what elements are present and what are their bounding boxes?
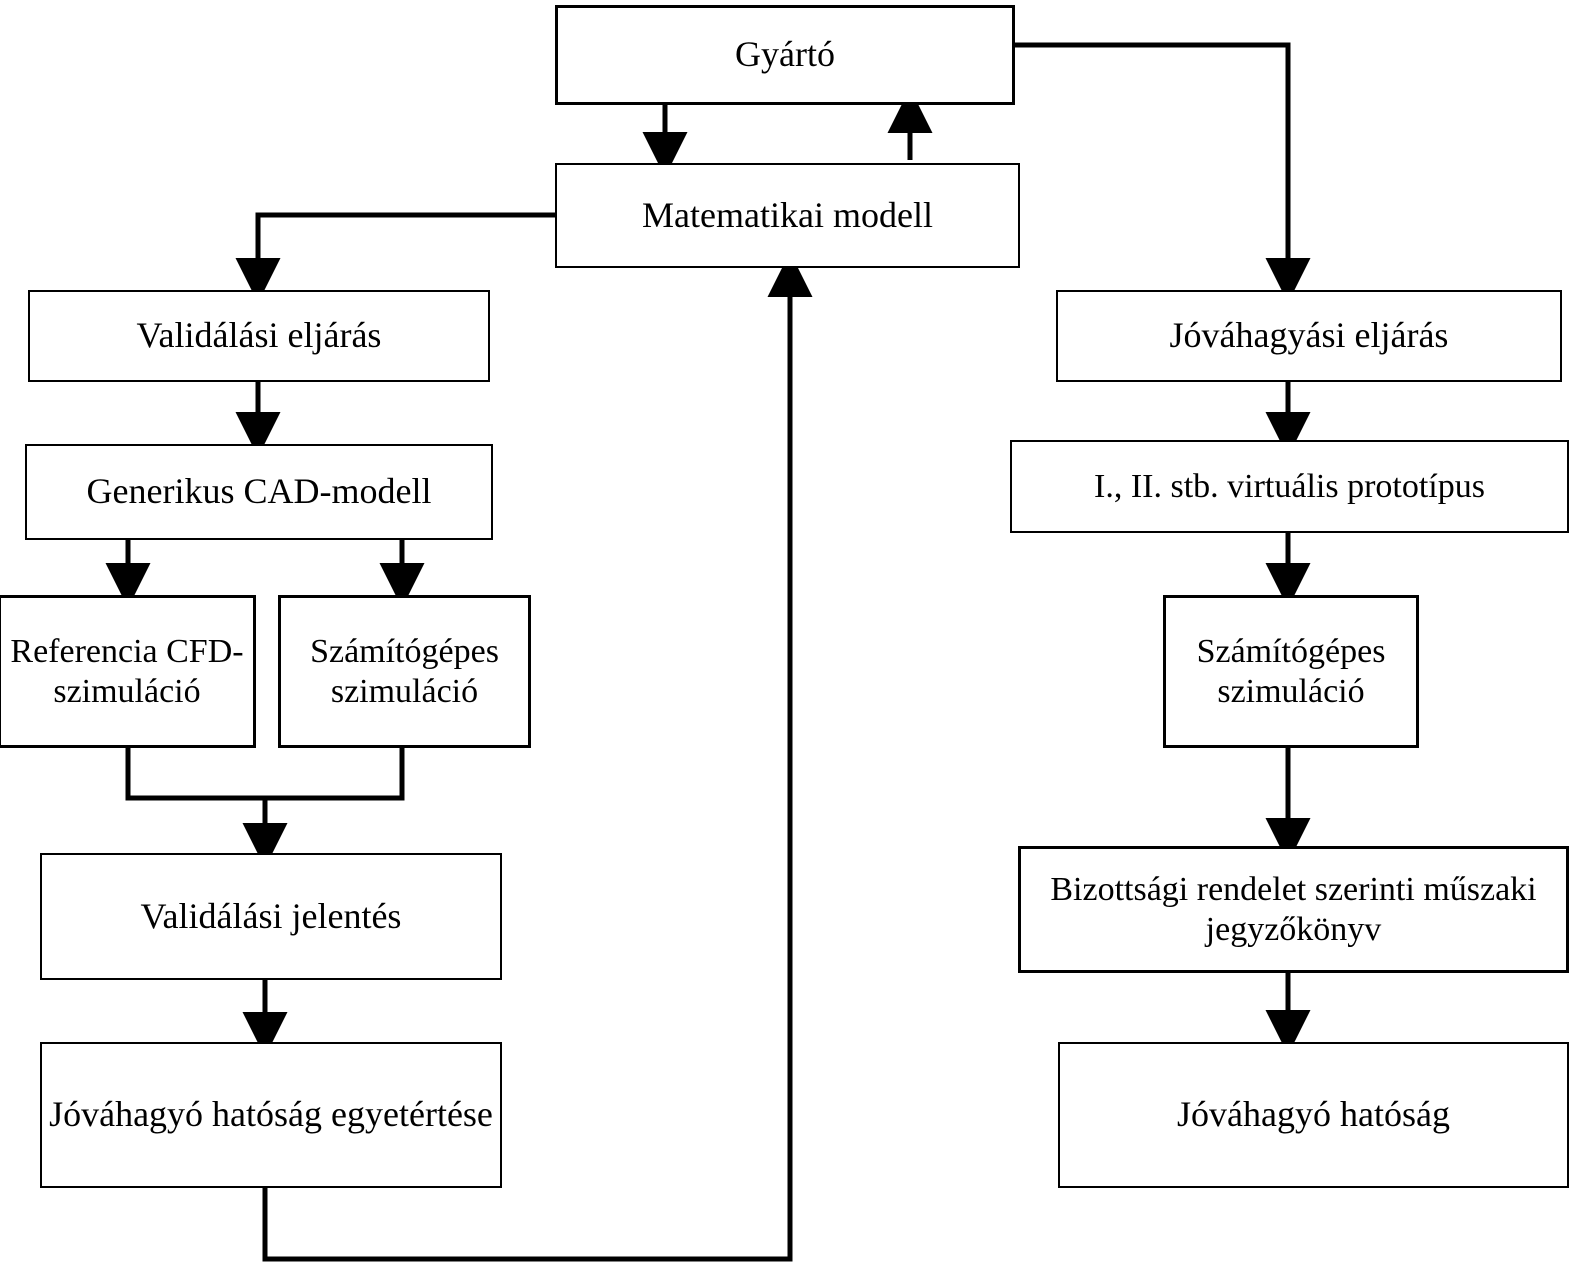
- node-validalasi-jelentes: [40, 853, 502, 980]
- node-bizottsagi-jegyzokonyv-label: Bizottsági rendelet szerinti műszaki jegyzőkönyv: [1050, 871, 1537, 948]
- node-matematikai-modell: [555, 163, 1020, 268]
- node-referencia-cfd-szimulacio: [0, 595, 256, 748]
- node-jovahagyo-hatosag: [1058, 1042, 1569, 1188]
- node-jovahagyo-hatosag-egyetertese-label: Jóváhagyó hatóság egyetértése: [49, 1094, 493, 1135]
- node-referencia-cfd-szimulacio-label: Referencia CFD-szimuláció: [10, 633, 244, 710]
- node-generikus-cad-modell-label: Generikus CAD-modell: [86, 471, 432, 512]
- node-jovahagyo-hatosag-egyetertese: [40, 1042, 502, 1188]
- node-jovahagyasi-eljaras-label: Jóváhagyási eljárás: [1169, 315, 1449, 356]
- node-szamitogepes-szimulacio-bal-label: Számítógépes szimuláció: [310, 633, 499, 710]
- node-virtualis-prototipus-label: I., II. stb. virtuális prototípus: [1094, 467, 1485, 505]
- node-szamitogepes-szimulacio-jobb-label: Számítógépes szimuláció: [1196, 633, 1386, 710]
- node-validalasi-jelentes-label: Validálási jelentés: [140, 895, 402, 936]
- node-jovahagyo-hatosag-label: Jóváhagyó hatóság: [1177, 1094, 1450, 1135]
- node-generikus-cad-modell: [25, 444, 493, 540]
- node-jovahagyasi-eljaras: [1056, 290, 1562, 382]
- node-bizottsagi-jegyzokonyv: [1018, 846, 1569, 973]
- node-matematikai-modell-label: Matematikai modell: [642, 194, 933, 235]
- node-gyarto-label: Gyártó: [735, 34, 835, 75]
- node-validalasi-eljaras: [28, 290, 490, 382]
- node-virtualis-prototipus: [1010, 440, 1569, 533]
- node-szamitogepes-szimulacio-jobb: [1163, 595, 1419, 748]
- node-gyarto: [555, 5, 1015, 105]
- node-validalasi-eljaras-label: Validálási eljárás: [136, 315, 382, 356]
- node-szamitogepes-szimulacio-bal: [278, 595, 531, 748]
